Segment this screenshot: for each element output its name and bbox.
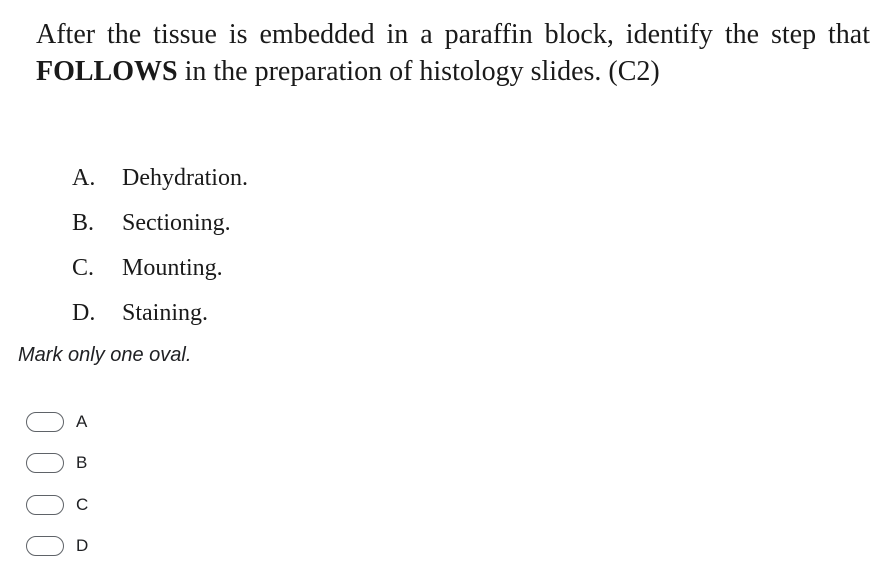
radio-option-label[interactable]: C [76, 494, 89, 514]
question-line-2-rest: in the preparation of histology slides. (C2) [177, 56, 660, 87]
choice-text: Sectioning. [122, 210, 231, 236]
choice-letter: D. [72, 300, 96, 326]
question-line-2 [36, 53, 870, 90]
radio-option-a[interactable] [26, 401, 88, 443]
radio-option-c[interactable] [26, 484, 88, 526]
instruction-text: Mark only one oval. [18, 344, 192, 366]
oval-radio-icon[interactable] [26, 412, 64, 432]
radio-option-b[interactable] [26, 443, 88, 485]
radio-option-label[interactable]: A [76, 411, 88, 431]
question-emphasis: FOLLOWS [36, 56, 178, 87]
choice-letter: A. [72, 165, 96, 191]
choice-b [72, 201, 248, 246]
choice-a [72, 156, 248, 201]
oval-radio-icon[interactable] [26, 495, 64, 515]
choice-text: Staining. [122, 300, 209, 326]
radio-option-d[interactable] [26, 526, 88, 568]
choice-d [72, 291, 248, 336]
question-text [36, 16, 870, 90]
answer-choices-list [72, 156, 248, 336]
choice-text: Dehydration. [122, 165, 248, 191]
radio-option-label[interactable]: B [76, 453, 88, 473]
oval-radio-icon[interactable] [26, 536, 64, 556]
oval-radio-icon[interactable] [26, 453, 64, 473]
choice-letter: B. [72, 210, 95, 236]
radio-option-group [26, 401, 88, 567]
choice-letter: C. [72, 255, 95, 281]
choice-text: Mounting. [122, 255, 223, 281]
choice-c [72, 246, 248, 291]
question-line-1: After the tissue is embedded in a paraffin block, identify the step that [36, 19, 870, 50]
radio-option-label[interactable]: D [76, 536, 89, 556]
